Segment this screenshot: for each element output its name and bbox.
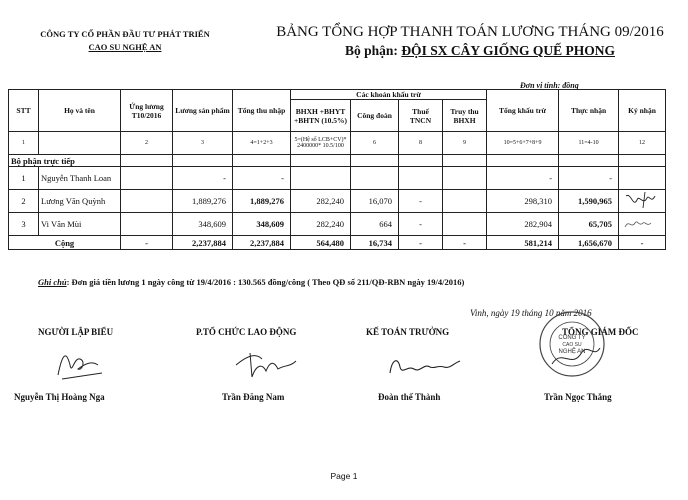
row-advance xyxy=(121,190,173,213)
row-union: 664 xyxy=(351,213,399,236)
header-insurance: BHXH +BHYT +BHTN (10.5%) xyxy=(291,100,351,132)
index-cell: 1 xyxy=(9,132,39,155)
header-total-income: Tổng thu nhập xyxy=(233,90,291,132)
total-product: 2,237,884 xyxy=(173,236,233,250)
table-row xyxy=(9,213,666,236)
row-product: - xyxy=(173,167,233,190)
signer-general-director: Trần Ngọc Thắng xyxy=(544,392,612,402)
note-line xyxy=(38,277,464,287)
total-income: 2,237,884 xyxy=(233,236,291,250)
company-name-line2: CAO SU NGHỆ AN xyxy=(88,42,162,52)
row-total-deduction: 282,904 xyxy=(487,213,559,236)
index-cell: 9 xyxy=(443,132,487,155)
header-signature: Ký nhận xyxy=(619,90,666,132)
row-signature xyxy=(619,190,666,213)
signer-preparer: Nguyễn Thị Hoàng Nga xyxy=(14,392,105,402)
row-signature xyxy=(619,167,666,190)
row-net: - xyxy=(559,167,619,190)
section-row xyxy=(9,155,666,167)
note-label: Ghi chú xyxy=(38,277,67,287)
index-cell: 4=1+2+3 xyxy=(233,132,291,155)
row-stt: 2 xyxy=(9,190,39,213)
index-cell: 2 xyxy=(121,132,173,155)
header-tax: Thuế TNCN xyxy=(399,100,443,132)
payroll-table xyxy=(8,89,666,250)
document-title: BẢNG TỔNG HỢP THANH TOÁN LƯƠNG THÁNG 09/2016 xyxy=(276,24,664,40)
note-text: : Đơn giá tiền lương 1 ngày công từ 19/4/2016 : 130.565 đồng/công ( Theo QĐ số 211/QĐ-RBN ngày 19/4/2016) xyxy=(66,277,465,287)
index-cell: 5=(Hệ số LCB+CV)* 2400000* 10.5/100 xyxy=(291,132,351,155)
index-cell: 10=5+6+7+8+9 xyxy=(487,132,559,155)
row-insurance xyxy=(291,167,351,190)
total-insurance: 564,480 xyxy=(291,236,351,250)
company-name-line1: CÔNG TY CỔ PHẦN ĐẦU TƯ PHÁT TRIỂN xyxy=(40,29,210,39)
total-signature: - xyxy=(619,236,666,250)
row-tax xyxy=(399,167,443,190)
department-label: Bộ phận: xyxy=(345,43,398,58)
index-cell: 6 xyxy=(351,132,399,155)
total-tax: - xyxy=(399,236,443,250)
row-income: 1,889,276 xyxy=(233,190,291,213)
accountant-signature xyxy=(384,351,464,381)
row-name: Lương Văn Quỳnh xyxy=(39,190,121,213)
svg-text:CÔNG TY: CÔNG TY xyxy=(558,335,586,341)
header-net: Thực nhận xyxy=(559,90,619,132)
svg-text:NGHỆ AN: NGHỆ AN xyxy=(558,349,586,355)
row-tax: - xyxy=(399,213,443,236)
row-net: 1,590,965 xyxy=(559,190,619,213)
table-row xyxy=(9,190,666,213)
total-advance: - xyxy=(121,236,173,250)
handwritten-signature xyxy=(621,190,661,210)
row-signature xyxy=(619,213,666,236)
row-product: 348,609 xyxy=(173,213,233,236)
header-advance: Ứng lương T10/2016 xyxy=(121,90,173,132)
header-bhxh-recovery: Truy thu BHXH xyxy=(443,100,487,132)
index-cell: 8 xyxy=(399,132,443,155)
row-name: Vi Văn Mùi xyxy=(39,213,121,236)
preparer-signature xyxy=(52,345,112,383)
header-name: Họ và tên xyxy=(39,90,121,132)
header-product-salary: Lương sản phẩm xyxy=(173,90,233,132)
row-advance xyxy=(121,213,173,236)
row-advance xyxy=(121,167,173,190)
date-line: Vinh, ngày 19 tháng 10 năm 2016 xyxy=(470,308,592,318)
total-label: Cộng xyxy=(9,236,121,250)
index-cell: 3 xyxy=(173,132,233,155)
total-union: 16,734 xyxy=(351,236,399,250)
role-chief-accountant: KẾ TOÁN TRƯỞNG xyxy=(366,327,450,337)
labor-dept-signature xyxy=(232,347,304,383)
total-recovery: - xyxy=(443,236,487,250)
row-union xyxy=(351,167,399,190)
department-value: ĐỘI SX CÂY GIỐNG QUẾ PHONG xyxy=(401,43,615,58)
header-total-deduction: Tổng khấu trừ xyxy=(487,90,559,132)
company-stamp xyxy=(536,308,608,380)
row-income: 348,609 xyxy=(233,213,291,236)
header-deductions-group: Các khoản khấu trừ xyxy=(291,90,487,100)
row-net: 65,705 xyxy=(559,213,619,236)
section-label: Bộ phận trực tiếp xyxy=(9,155,121,167)
currency-unit: Đơn vị tính: đồng xyxy=(520,81,579,90)
total-net: 1,656,670 xyxy=(559,236,619,250)
row-total-deduction: - xyxy=(487,167,559,190)
row-recovery xyxy=(443,190,487,213)
index-cell: 11=4-10 xyxy=(559,132,619,155)
row-product: 1,889,276 xyxy=(173,190,233,213)
row-union: 16,070 xyxy=(351,190,399,213)
handwritten-signature xyxy=(621,213,661,233)
role-preparer: NGƯỜI LẬP BIỂU xyxy=(38,327,114,337)
row-stt: 3 xyxy=(9,213,39,236)
total-row xyxy=(9,236,666,250)
department-line xyxy=(300,43,660,59)
row-tax: - xyxy=(399,190,443,213)
header-union: Công đoàn xyxy=(351,100,399,132)
index-cell: 12 xyxy=(619,132,666,155)
company-header xyxy=(30,28,220,54)
row-insurance: 282,240 xyxy=(291,213,351,236)
header-stt: STT xyxy=(9,90,39,132)
row-recovery xyxy=(443,167,487,190)
signer-labor-dept: Trần Đăng Nam xyxy=(222,392,285,402)
svg-text:CAO SU: CAO SU xyxy=(562,342,582,348)
index-cell-empty xyxy=(39,132,121,155)
role-general-director: TỔNG GIÁM ĐỐC xyxy=(562,327,639,337)
page-number: Page 1 xyxy=(330,471,358,481)
table-row xyxy=(9,167,666,190)
row-recovery xyxy=(443,213,487,236)
row-insurance: 282,240 xyxy=(291,190,351,213)
role-labor-dept: P.TỔ CHỨC LAO ĐỘNG xyxy=(196,327,297,337)
total-deduction: 581,214 xyxy=(487,236,559,250)
row-total-deduction: 298,310 xyxy=(487,190,559,213)
index-row xyxy=(9,132,666,155)
row-name: Nguyễn Thanh Loan xyxy=(39,167,121,190)
row-stt: 1 xyxy=(9,167,39,190)
row-income: - xyxy=(233,167,291,190)
signer-chief-accountant: Đoàn thế Thành xyxy=(378,392,441,402)
